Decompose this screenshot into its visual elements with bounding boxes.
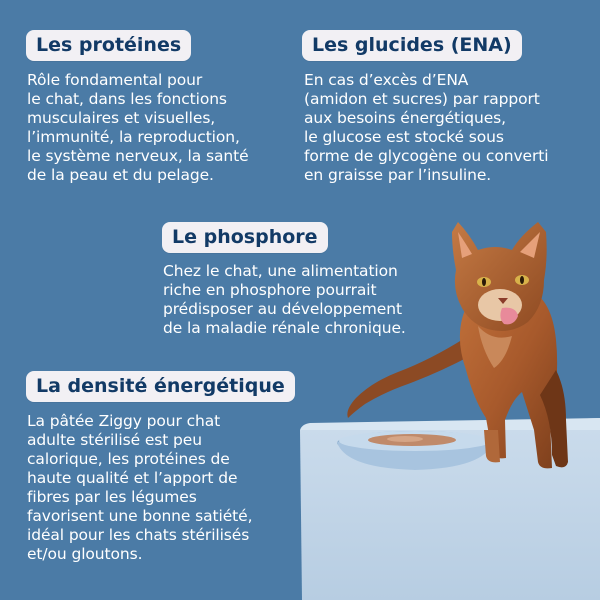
text-densite-energetique: La pâtée Ziggy pour chat adulte stérilisé est peu calorique, les protéines de haute qualité et l’apport de fibres par les légumes favorisent une bonne satiété, idéal pour les chats stérilisés et/ou gloutons. (27, 412, 253, 563)
cat-tail (347, 338, 470, 418)
cat (452, 222, 568, 468)
heading-densite-energetique: La densité énergétique (26, 371, 295, 402)
food-bowl (337, 431, 493, 470)
heading-phosphore: Le phosphore (162, 222, 328, 253)
heading-proteines: Les protéines (26, 30, 191, 61)
text-phosphore: Chez le chat, une alimentation riche en phosphore pourrait prédisposer au développement de la maladie rénale chronique. (163, 262, 406, 337)
text-proteines: Rôle fondamental pour le chat, dans les fonctions musculaires et visuelles, l’immunité, la reproduction, le système nerveux, la santé de la peau et du pelage. (27, 71, 249, 184)
heading-glucides: Les glucides (ENA) (302, 30, 522, 61)
pedestal (300, 418, 600, 600)
text-glucides: En cas d’excès d’ENA (amidon et sucres) par rapport aux besoins énergétiques, le glucose est stocké sous forme de glycogène ou converti en graisse par l’insuline. (304, 71, 549, 184)
